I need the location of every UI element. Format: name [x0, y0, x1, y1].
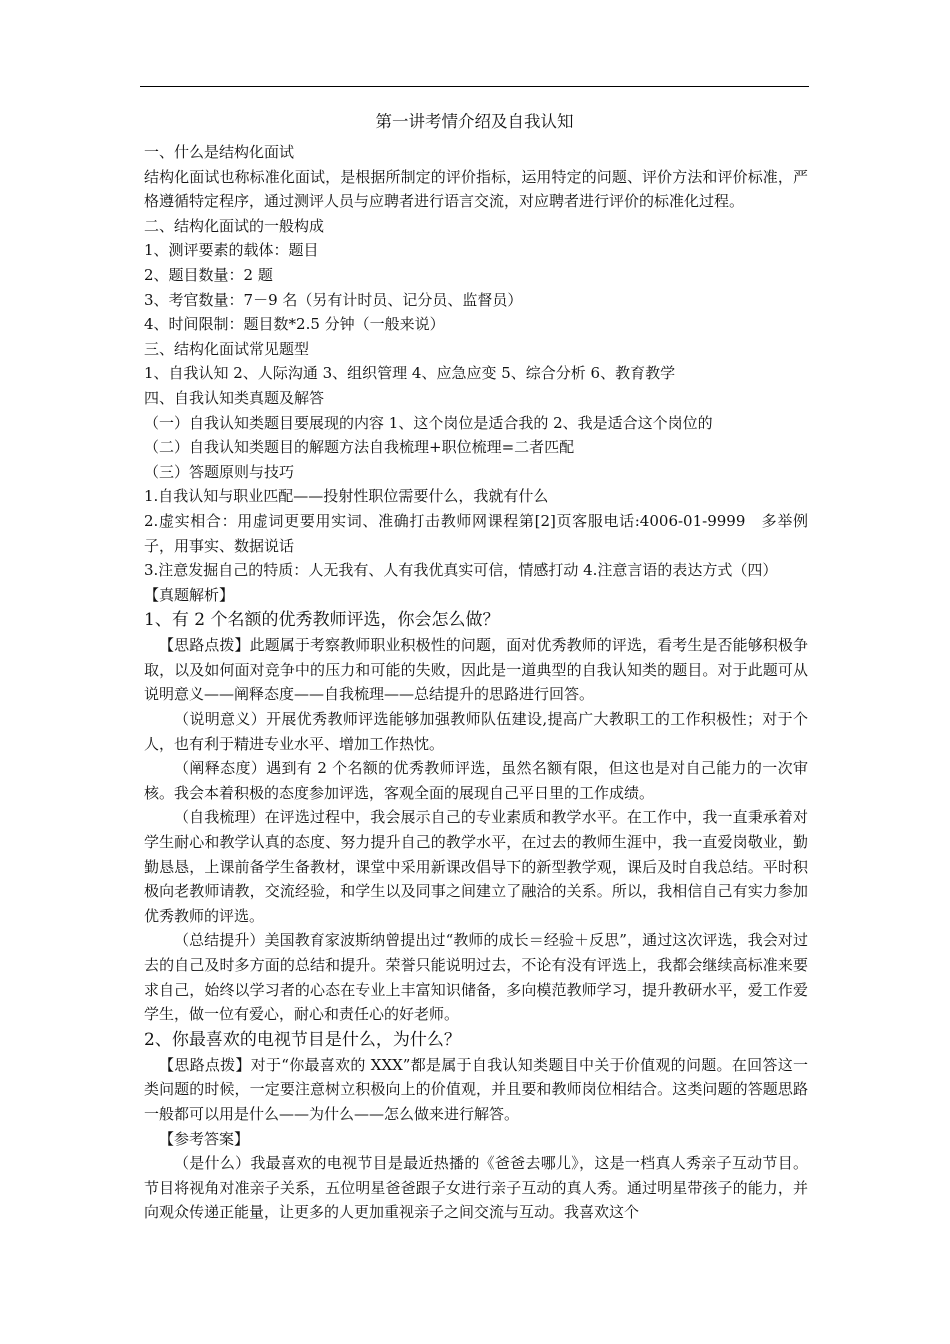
page-title: 第一讲考情介绍及自我认知 — [375, 112, 574, 131]
document-body — [144, 140, 808, 1225]
list-item: 1.自我认知与职业匹配——投射性职位需要什么，我就有什么 — [144, 487, 549, 506]
section-heading: 三、结构化面试常见题型 — [144, 339, 310, 358]
paragraph: 【思路点拨】对于“你最喜欢的 XXX”都是属于自我认知类题目中关于价值观的问题。在回答这一类问题的时候，一定要注意树立积极向上的价值观，并且要和教师岗位相结合。这类问题的答题思路一般都可以用是什么——为什么——怎么做来进行解答。 — [144, 1055, 808, 1123]
paragraph: （说明意义）开展优秀教师评选能够加强教师队伍建设,提高广大教职工的工作积极性；对于个人，也有利于精进专业水平、增加工作热忱。 — [144, 710, 808, 753]
list-item: 3.注意发掘自己的特质：人无我有、人有我优真实可信，情感打动 4.注意言语的表达方式（四） — [144, 561, 778, 580]
paragraph: （阐释态度）遇到有 2 个名额的优秀教师评选，虽然名额有限，但这也是对自己能力的一次审核。我会本着积极的态度参加评选，客观全面的展现自己平日里的工作成绩。 — [144, 759, 808, 802]
list-item: 1、测评要素的载体：题目 — [144, 241, 319, 260]
list-item: 2、题目数量：2 题 — [144, 265, 273, 284]
section-heading: 一、什么是结构化面试 — [144, 143, 295, 161]
question-heading: 2、你最喜欢的电视节目是什么，为什么？ — [144, 1029, 461, 1050]
list-item: 3、考官数量：7－9 名（另有计时员、记分员、监督员） — [144, 290, 523, 309]
header-rule — [140, 86, 809, 87]
paragraph: 结构化面试也称标准化面试，是根据所制定的评价指标，运用特定的问题、评价方法和评价标准，严格遵循特定程序，通过测评人员与应聘者进行语言交流，对应聘者进行评价的标准化过程。 — [144, 167, 808, 211]
list-item: 2.虚实相合：用虚词更要用实词、准确打击教师网课程第[2]页客服电话:4006-01-9999 多举例子，用事实、数据说话 — [144, 511, 808, 555]
paragraph: （是什么）我最喜欢的电视节目是最近热播的《爸爸去哪儿》，这是一档真人秀亲子互动节目。节目将视角对准亲子关系，五位明星爸爸跟子女进行亲子互动的真人秀。通过明星带孩子的能力，并向观众传递正能量，让更多的人更加重视亲子之间交流与互动。我喜欢这个 — [144, 1154, 808, 1222]
list-item: （三）答题原则与技巧 — [144, 462, 295, 481]
question-heading: 1、有 2 个名额的优秀教师评选，你会怎么做？ — [144, 610, 500, 631]
paragraph: 【思路点拨】此题属于考察教师职业积极性的问题，面对优秀教师的评选，看考生是否能够积极争取，以及如何面对竞争中的压力和可能的失败，因此是一道典型的自我认知类的题目。对于此题可从说明意义——阐释态度——自我梳理——总结提升的思路进行回答。 — [144, 636, 808, 704]
section-heading: 二、结构化面试的一般构成 — [144, 216, 325, 235]
list-item: 1、自我认知 2、人际沟通 3、组织管理 4、应急应变 5、综合分析 6、教育教学 — [144, 364, 676, 383]
list-item: （一）自我认知类题目要展现的内容 1、这个岗位是适合我的 2、我是适合这个岗位的 — [144, 413, 713, 432]
section-heading: 【真题解析】 — [144, 585, 235, 604]
paragraph: （总结提升）美国教育家波斯纳曾提出过“教师的成长＝经验＋反思”，通过这次评选，我会对过去的自己及时多方面的总结和提升。荣誉只能说明过去，不论有没有评选上，我都会继续高标准来要求自己，始终以学习者的心态在专业上丰富知识储备，多向模范教师学习，提升教研水平，爱工作爱学生，做一位有爱心，耐心和责任心的好老师。 — [144, 931, 808, 1024]
section-heading: 四、自我认知类真题及解答 — [144, 388, 325, 407]
list-item: （二）自我认知类题目的解题方法自我梳理+职位梳理=二者匹配 — [144, 438, 575, 457]
paragraph: （自我梳理）在评选过程中，我会展示自己的专业素质和教学水平。在工作中，我一直秉承着对学生耐心和教学认真的态度、努力提升自己的教学水平，在过去的教师生涯中，我一直爱岗敬业，勤勤恳恳，上课前备学生备教材，课堂中采用新课改倡导下的新型教学观，课后及时自我总结。平时积极向老教师请教，交流经验，和学生以及同事之间建立了融洽的关系。所以，我相信自己有实力参加优秀教师的评选。 — [144, 808, 808, 925]
list-item: 4、时间限制：题目数*2.5 分钟（一般来说） — [144, 315, 445, 334]
section-heading: 【参考答案】 — [159, 1129, 250, 1148]
